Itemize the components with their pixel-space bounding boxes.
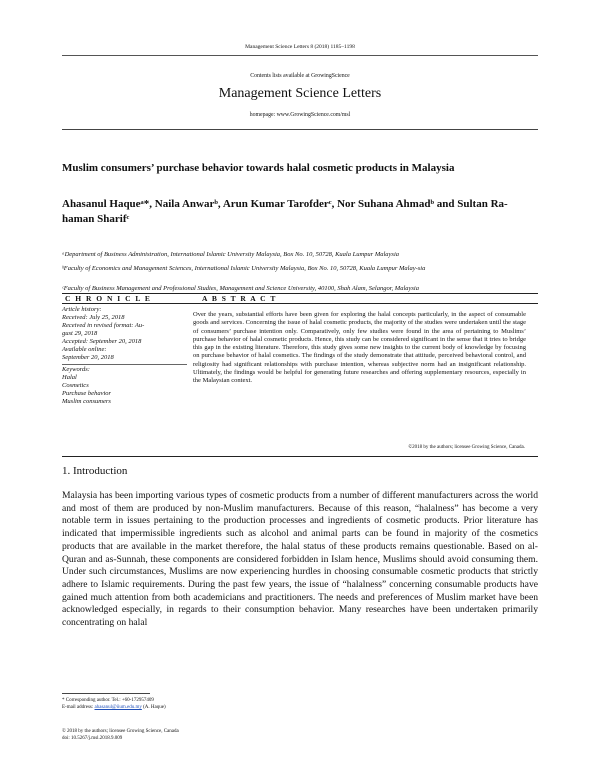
journal-reference: Management Science Letters 8 (2018) 1185–1198 bbox=[245, 44, 355, 50]
email-label: E-mail address: bbox=[62, 705, 95, 710]
keywords-divider bbox=[62, 364, 187, 365]
header-divider bbox=[62, 55, 538, 56]
history-item: gust 29, 2018 bbox=[62, 330, 98, 337]
keyword: Cosmetics bbox=[62, 382, 89, 389]
author-list: Ahasanul Haqueᵃ*, Naila Anwarᵇ, Arun Kumar Tarofderᶜ, Nor Suhana Ahmadᵇ and Sultan Ra-haman Sharifᶜ bbox=[62, 198, 508, 225]
email-suffix: (A. Haque) bbox=[141, 705, 166, 710]
email-link[interactable]: ahasanul@iium.edu.my bbox=[94, 705, 142, 710]
keyword: Muslim consumers bbox=[62, 398, 111, 405]
abstract-bottom-rule bbox=[62, 456, 538, 457]
affiliation-a: ᵃDepartment of Business Administration, International Islamic University Malaysia, Box No. 10, 50728, Kuala Lumpur Malaysia bbox=[62, 251, 400, 258]
history-item: Available online: bbox=[62, 346, 107, 353]
email-note bbox=[62, 704, 462, 711]
introduction-heading: 1. Introduction bbox=[62, 465, 128, 477]
affiliation-c: ᶜFaculty of Business Management and Professional Studies, Management and Science University, 40100, Shah Alam, Selangor, Malaysia bbox=[62, 285, 419, 292]
keywords-list bbox=[62, 374, 187, 406]
history-item: Received in revised format: Au- bbox=[62, 322, 145, 329]
keyword: Halal bbox=[62, 374, 77, 381]
doi-note: doi: 10.5267/j.msl.2018.9.009 bbox=[62, 736, 123, 741]
journal-name: Management Science Letters bbox=[218, 86, 382, 101]
article-chronicle bbox=[62, 306, 187, 406]
abstract-copyright: ©2018 by the authors; licensee Growing Science, Canada. bbox=[408, 445, 525, 450]
paper-title: Muslim consumers’ purchase behavior towards halal cosmetic products in Malaysia bbox=[62, 162, 455, 174]
abstract-heading: A B S T R A C T bbox=[202, 294, 277, 303]
history-label: Article history: bbox=[62, 306, 102, 313]
affiliation-b: ᵇFaculty of Economics and Management Sciences, International Islamic University Malaysia, Box No. 10, 50728, Kuala Lumpur Malay-sia bbox=[62, 265, 426, 272]
license-note: © 2018 by the authors; licensee Growing Science, Canada bbox=[62, 729, 179, 734]
footnote-divider bbox=[62, 693, 150, 694]
keywords-label: Keywords: bbox=[62, 366, 90, 373]
contents-line: Contents lists available at GrowingScience bbox=[250, 73, 350, 79]
history-item: Accepted: September 20, 2018 bbox=[62, 338, 142, 345]
history-list bbox=[62, 314, 187, 362]
introduction-text: Malaysia has been importing various types of cosmetic products from a number of different manufacturers across the world and most of them are produced by non-Muslim manufacturers. Because of this reason, “halalness” has become a very notable term in issues pertaining to the production processes and ingredients of cosmetic products. Prior literature has indicated that impermissible ingredients such as alcohol and animal parts can be found in majority of the cosmetics products that are available in the market therefore, the halal status of these products remains questionable. Based on al-Quran and as-Sunnah, these components are considered forbidden in Islam hence, Muslims should avoid consuming them. Under such circumstances, Muslims are now experiencing hurdles in choosing consumable cosmetic products that strictly adhere to Islamic requirements. During the past few years, the issue of “halalness” concerning consumable products have gained much attention from both academicians and practitioners. The needs and preferences of Muslim market have been acknowledged especially, in regards to their consumption behavior. Many researches have been undertaken primarily concentrating on halal bbox=[62, 490, 538, 629]
abstract-text: Over the years, substantial efforts have been given for exploring the halal concepts particularly, in the aspect of consumable goods and services. Concerning the issue of halal cosmetic products, the majority of the studies were undertaken until the stage of consumers’ purchase intention only. Comparatively, only few studies were found in the area of pertaining to Muslims’ purchase behavior of halal cosmetic products. Hence, this study can be considered significant in the sense that it tries to bridge this gap in the existing literature. Therefore, this study gives some new insights to the current body of knowledge by focusing on purchase behavior of halal cosmetics. The findings of the study demonstrate that attitude, perceived behavioral control, and religiosity had significant relationships with purchase intention, whereas subjective norm had an insignificant relationship. Ultimately, the findings would be helpful for generating future researches and offering supplementary resources, especially in the Malaysian context. bbox=[193, 311, 526, 385]
keyword: Purchase behavior bbox=[62, 390, 112, 397]
journal-homepage: homepage: www.GrowingScience.com/msl bbox=[249, 112, 351, 118]
chronicle-heading: C H R O N I C L E bbox=[65, 294, 152, 303]
section-header-rule bbox=[62, 303, 538, 304]
history-item: September 20, 2018 bbox=[62, 354, 114, 361]
history-item: Received: July 25, 2018 bbox=[62, 314, 125, 321]
header-bottom-divider bbox=[62, 129, 538, 130]
corresponding-author-note: * Corresponding author. Tel.: +60-172957409 bbox=[62, 698, 154, 703]
